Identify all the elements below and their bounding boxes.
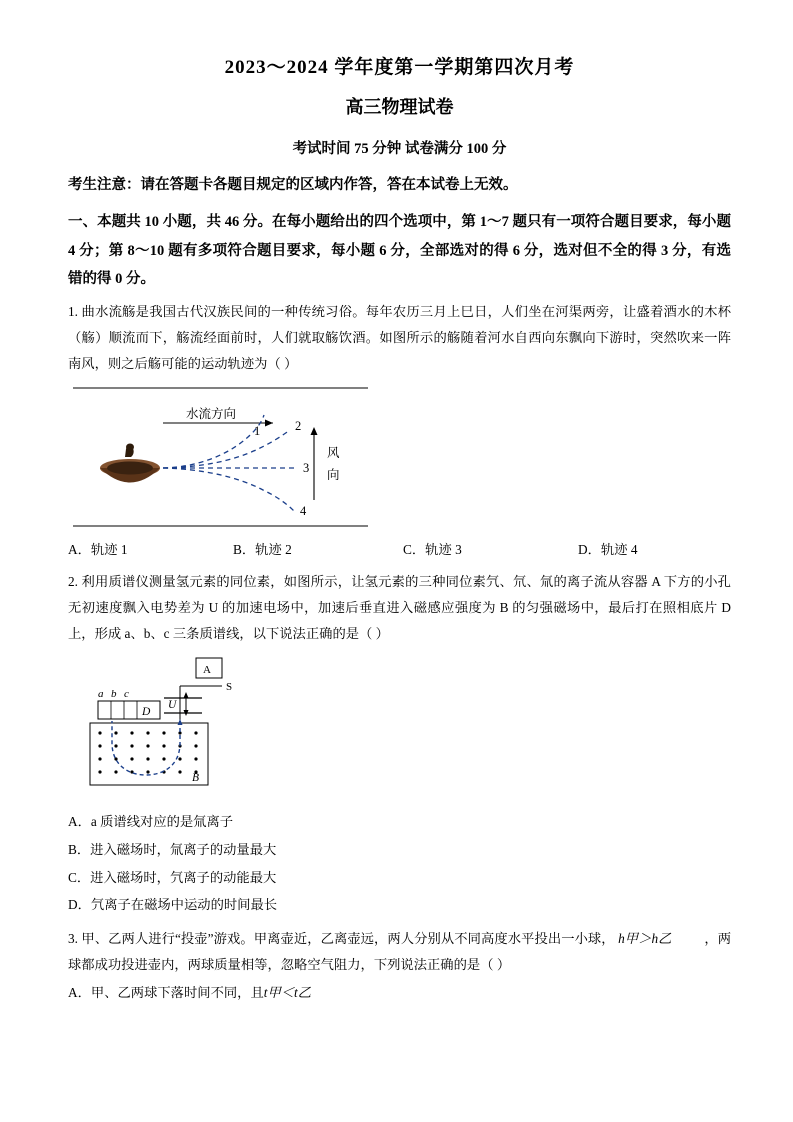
figure-2-label-B: B: [192, 771, 200, 784]
figure-1-wind-label-1: 风: [327, 446, 340, 461]
figure-2-label-A: A: [203, 663, 211, 676]
figure-2-label-b: b: [111, 687, 117, 700]
page-subtitle: 高三物理试卷: [345, 97, 454, 117]
question-2-number: 2.: [68, 573, 78, 589]
candidate-notice: 考生注意：请在答题卡各题目规定的区域内作答，答在本试卷上无效。: [68, 177, 518, 193]
question-3-text-before: 甲、乙两人进行“投壶”游戏。甲离壶近，乙离壶远，两人分别从不同高度水平投出一小球，: [81, 931, 615, 947]
figure-1-wind-label-2: 向: [327, 468, 340, 483]
figure-1-track-2: 2: [295, 419, 302, 434]
question-1-figure: [68, 385, 731, 533]
figure-1-track-3: 3: [303, 461, 310, 476]
figure-2-label-a: a: [98, 687, 104, 700]
figure-2-svg: [68, 653, 728, 803]
question-1-option-a[interactable]: A．轨迹 1: [68, 542, 128, 558]
figure-1-flow-label: 水流方向: [186, 407, 237, 422]
figure-2-label-U: U: [168, 698, 177, 711]
figure-1-track-1: 1: [254, 424, 261, 439]
figure-2-field-dots: [98, 731, 197, 773]
figure-2-label-c: c: [124, 687, 129, 700]
question-1-text: 曲水流觞是我国古代汉族民间的一种传统习俗。每年农历三月上巳日，人们坐在河渠两旁，让盛着酒水的木杯（觞）顺流而下，觞流经面前时，人们就取觞饮酒。如图所示的觞随着河水自西向东飘向下游时，突然吹来一阵南风，则之后觞可能的运动轨迹为（ ）: [68, 304, 731, 372]
question-3-option-a-formula: t甲＜t乙: [263, 985, 312, 1001]
question-2-option-a[interactable]: A．a 质谱线对应的是氚离子: [68, 813, 234, 829]
question-3-number: 3.: [68, 931, 78, 947]
question-1-number: 1.: [68, 304, 78, 320]
question-3-text-after: ，两球都成功投进壶内，两球质量相等，忽略空气阻力，下列说法正确的是（ ）: [68, 931, 732, 973]
question-1-option-c[interactable]: C．轨迹 3: [403, 542, 462, 558]
figure-1-track-4: 4: [300, 504, 307, 519]
figure-2-label-S: S: [226, 680, 233, 693]
question-2-option-c[interactable]: C．进入磁场时，氕离子的动能最大: [68, 869, 277, 885]
question-1-option-d[interactable]: D．轨迹 4: [578, 542, 638, 558]
exam-info: 考试时间 75 分钟 试卷满分 100 分: [292, 141, 507, 157]
question-2-figure: [68, 653, 731, 803]
question-3-inline-formula: h甲＞h乙: [618, 931, 672, 947]
question-1: [68, 299, 731, 377]
page-title: 2023～2024 学年度第一学期第四次月考: [224, 57, 575, 78]
question-3: [68, 926, 731, 978]
question-3-option-a-prefix: A．甲、乙两球下落时间不同，且: [68, 985, 264, 1001]
question-1-options: [68, 537, 731, 563]
question-2: [68, 569, 731, 647]
figure-1-svg: [68, 385, 728, 533]
question-1-option-b[interactable]: B．轨迹 2: [233, 542, 292, 558]
question-2-text: 利用质谱仪测量氢元素的同位素，如图所示，让氢元素的三种同位素氕、氘、氚的离子流从容器 A 下方的小孔无初速度飘入电势差为 U 的加速电场中，加速后垂直进入磁感应强度为 B 的匀强磁场中，最后打在照相底片 D 上，形成 a、b、c 三条质谱线，以下说法正确的是（ ）: [68, 573, 731, 641]
question-2-option-b[interactable]: B．进入磁场时，氚离子的动量最大: [68, 841, 277, 857]
question-3-option-a[interactable]: [68, 980, 731, 1006]
figure-2-label-D: D: [142, 705, 151, 718]
question-2-option-d[interactable]: D．氕离子在磁场中运动的时间最长: [68, 897, 278, 913]
section-heading: 一、本题共 10 小题，共 46 分。在每小题给出的四个选项中，第 1～7 题只有一项符合题目要求，每小题 4 分；第 8～10 题有多项符合题目要求，每小题 6 分，全部选对的得 6 分，选对但不全的得 3 分，有选错的得 0 分。: [68, 214, 731, 287]
